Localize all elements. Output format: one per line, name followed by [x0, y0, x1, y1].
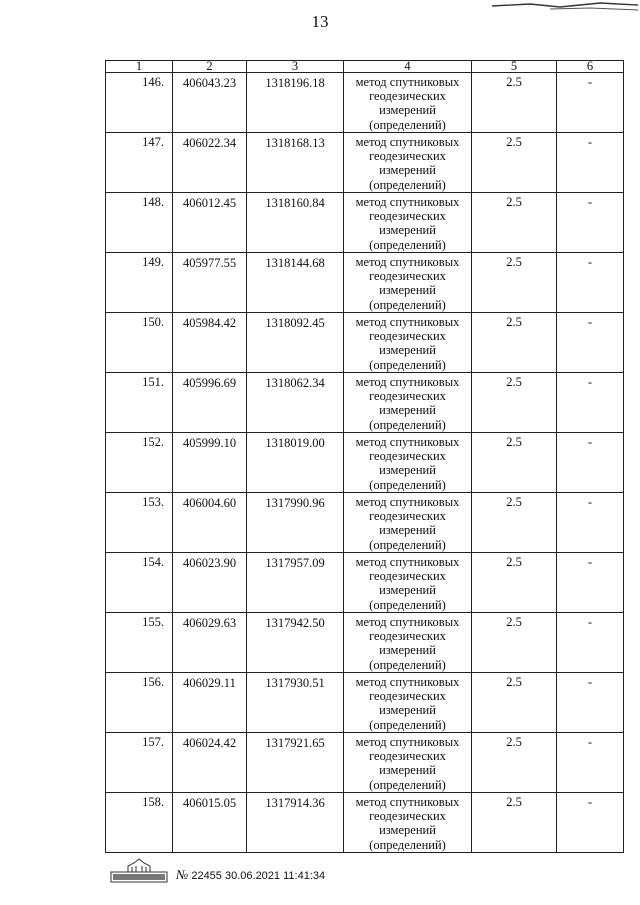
method-line: геодезических	[369, 629, 446, 644]
method-description	[344, 433, 472, 493]
point-number: 154.	[106, 553, 173, 613]
method-line: (определений)	[369, 837, 446, 852]
method-line: геодезических	[369, 389, 446, 404]
method-line: метод спутниковых	[355, 195, 460, 209]
x-coordinate: 405999.10	[173, 433, 247, 493]
x-coordinate: 406023.90	[173, 553, 247, 613]
accuracy-value: 2.5	[472, 73, 557, 133]
column-header: 5	[472, 61, 557, 73]
method-line: метод спутниковых	[355, 795, 460, 809]
method-line: метод спутниковых	[355, 315, 460, 329]
method-line: метод спутниковых	[355, 615, 460, 629]
point-description: -	[557, 433, 624, 493]
registration-date: 30.06.2021	[224, 870, 281, 882]
point-number: 148.	[106, 193, 173, 253]
table-row	[106, 253, 624, 313]
registration-number: 22455	[191, 870, 222, 882]
method-line: (определений)	[369, 177, 446, 192]
y-coordinate: 1318168.13	[247, 133, 344, 193]
point-number: 157.	[106, 733, 173, 793]
method-line: геодезических	[369, 509, 446, 524]
method-line: геодезических	[369, 269, 446, 284]
x-coordinate: 405996.69	[173, 373, 247, 433]
method-line: метод спутниковых	[355, 555, 460, 569]
method-line: метод спутниковых	[355, 375, 460, 389]
table-row	[106, 133, 624, 193]
point-description: -	[557, 493, 624, 553]
column-header: 3	[247, 61, 344, 73]
method-description	[344, 493, 472, 553]
method-line: метод спутниковых	[355, 435, 460, 449]
table-row	[106, 433, 624, 493]
y-coordinate: 1318144.68	[247, 253, 344, 313]
accuracy-value: 2.5	[472, 313, 557, 373]
accuracy-value: 2.5	[472, 793, 557, 853]
accuracy-value: 2.5	[472, 733, 557, 793]
table-row	[106, 553, 624, 613]
method-description	[344, 553, 472, 613]
accuracy-value: 2.5	[472, 553, 557, 613]
method-line: измерений	[379, 643, 436, 658]
y-coordinate: 1317942.50	[247, 613, 344, 673]
point-number: 152.	[106, 433, 173, 493]
method-description	[344, 793, 472, 853]
x-coordinate: 406015.05	[173, 793, 247, 853]
point-number: 146.	[106, 73, 173, 133]
method-line: измерений	[379, 523, 436, 538]
table-row	[106, 73, 624, 133]
method-line: измерений	[379, 103, 436, 118]
point-number: 150.	[106, 313, 173, 373]
column-header: 1	[106, 61, 173, 73]
table-row	[106, 793, 624, 853]
column-header: 2	[173, 61, 247, 73]
method-description	[344, 613, 472, 673]
y-coordinate: 1317990.96	[247, 493, 344, 553]
method-line: геодезических	[369, 209, 446, 224]
method-description	[344, 673, 472, 733]
accuracy-value: 2.5	[472, 133, 557, 193]
header-row	[106, 61, 624, 73]
y-coordinate: 1317957.09	[247, 553, 344, 613]
method-line: метод спутниковых	[355, 495, 460, 509]
method-line: (определений)	[369, 657, 446, 672]
y-coordinate: 1317921.65	[247, 733, 344, 793]
table-row	[106, 193, 624, 253]
point-description: -	[557, 793, 624, 853]
y-coordinate: 1318019.00	[247, 433, 344, 493]
point-description: -	[557, 373, 624, 433]
method-line: измерений	[379, 403, 436, 418]
point-description: -	[557, 133, 624, 193]
method-line: метод спутниковых	[355, 675, 460, 689]
point-number: 155.	[106, 613, 173, 673]
method-line: измерений	[379, 823, 436, 838]
method-description	[344, 313, 472, 373]
method-line: измерений	[379, 223, 436, 238]
method-line: (определений)	[369, 237, 446, 252]
point-description: -	[557, 733, 624, 793]
method-line: (определений)	[369, 597, 446, 612]
x-coordinate: 405984.42	[173, 313, 247, 373]
method-line: метод спутниковых	[355, 75, 460, 89]
accuracy-value: 2.5	[472, 493, 557, 553]
point-description: -	[557, 253, 624, 313]
method-description	[344, 193, 472, 253]
method-line: измерений	[379, 283, 436, 298]
accuracy-value: 2.5	[472, 373, 557, 433]
method-line: метод спутниковых	[355, 135, 460, 149]
accuracy-value: 2.5	[472, 673, 557, 733]
method-line: метод спутниковых	[355, 735, 460, 749]
point-description: -	[557, 613, 624, 673]
method-line: геодезических	[369, 329, 446, 344]
method-description	[344, 73, 472, 133]
column-header: 4	[344, 61, 472, 73]
method-line: измерений	[379, 463, 436, 478]
document-registration	[176, 867, 325, 883]
column-header: 6	[557, 61, 624, 73]
x-coordinate: 406043.23	[173, 73, 247, 133]
point-description: -	[557, 193, 624, 253]
accuracy-value: 2.5	[472, 613, 557, 673]
table-row	[106, 373, 624, 433]
point-description: -	[557, 73, 624, 133]
method-line: (определений)	[369, 297, 446, 312]
scan-mark	[490, 0, 640, 14]
method-line: измерений	[379, 763, 436, 778]
x-coordinate: 405977.55	[173, 253, 247, 313]
method-description	[344, 733, 472, 793]
method-line: (определений)	[369, 417, 446, 432]
page-number: 13	[311, 12, 329, 31]
method-line: геодезических	[369, 449, 446, 464]
point-number: 153.	[106, 493, 173, 553]
method-line: геодезических	[369, 89, 446, 104]
method-line: измерений	[379, 703, 436, 718]
method-line: (определений)	[369, 537, 446, 552]
y-coordinate: 1318196.18	[247, 73, 344, 133]
method-description	[344, 373, 472, 433]
table-row	[106, 673, 624, 733]
method-line: (определений)	[369, 117, 446, 132]
accuracy-value: 2.5	[472, 433, 557, 493]
x-coordinate: 406029.63	[173, 613, 247, 673]
method-line: (определений)	[369, 477, 446, 492]
x-coordinate: 406029.11	[173, 673, 247, 733]
point-number: 156.	[106, 673, 173, 733]
y-coordinate: 1318092.45	[247, 313, 344, 373]
table-row	[106, 493, 624, 553]
method-line: геодезических	[369, 689, 446, 704]
x-coordinate: 406012.45	[173, 193, 247, 253]
point-number: 149.	[106, 253, 173, 313]
table-row	[106, 613, 624, 673]
point-description: -	[557, 673, 624, 733]
y-coordinate: 1318160.84	[247, 193, 344, 253]
method-description	[344, 253, 472, 313]
x-coordinate: 406004.60	[173, 493, 247, 553]
method-line: геодезических	[369, 149, 446, 164]
x-coordinate: 406022.34	[173, 133, 247, 193]
y-coordinate: 1317914.36	[247, 793, 344, 853]
method-line: измерений	[379, 343, 436, 358]
method-description	[344, 133, 472, 193]
accuracy-value: 2.5	[472, 193, 557, 253]
table-row	[106, 733, 624, 793]
point-description: -	[557, 313, 624, 373]
method-line: геодезических	[369, 569, 446, 584]
method-line: метод спутниковых	[355, 255, 460, 269]
coordinates-table	[105, 60, 624, 853]
point-number: 158.	[106, 793, 173, 853]
method-line: измерений	[379, 583, 436, 598]
point-description: -	[557, 553, 624, 613]
y-coordinate: 1317930.51	[247, 673, 344, 733]
point-number: 151.	[106, 373, 173, 433]
method-line: (определений)	[369, 357, 446, 372]
ministry-emblem-icon	[110, 857, 168, 883]
x-coordinate: 406024.42	[173, 733, 247, 793]
accuracy-value: 2.5	[472, 253, 557, 313]
number-sign: №	[176, 867, 189, 882]
method-line: (определений)	[369, 717, 446, 732]
table-row	[106, 313, 624, 373]
point-number: 147.	[106, 133, 173, 193]
registration-time: 11:41:34	[283, 870, 326, 882]
method-line: измерений	[379, 163, 436, 178]
method-line: (определений)	[369, 777, 446, 792]
y-coordinate: 1318062.34	[247, 373, 344, 433]
method-line: геодезических	[369, 749, 446, 764]
method-line: геодезических	[369, 809, 446, 824]
